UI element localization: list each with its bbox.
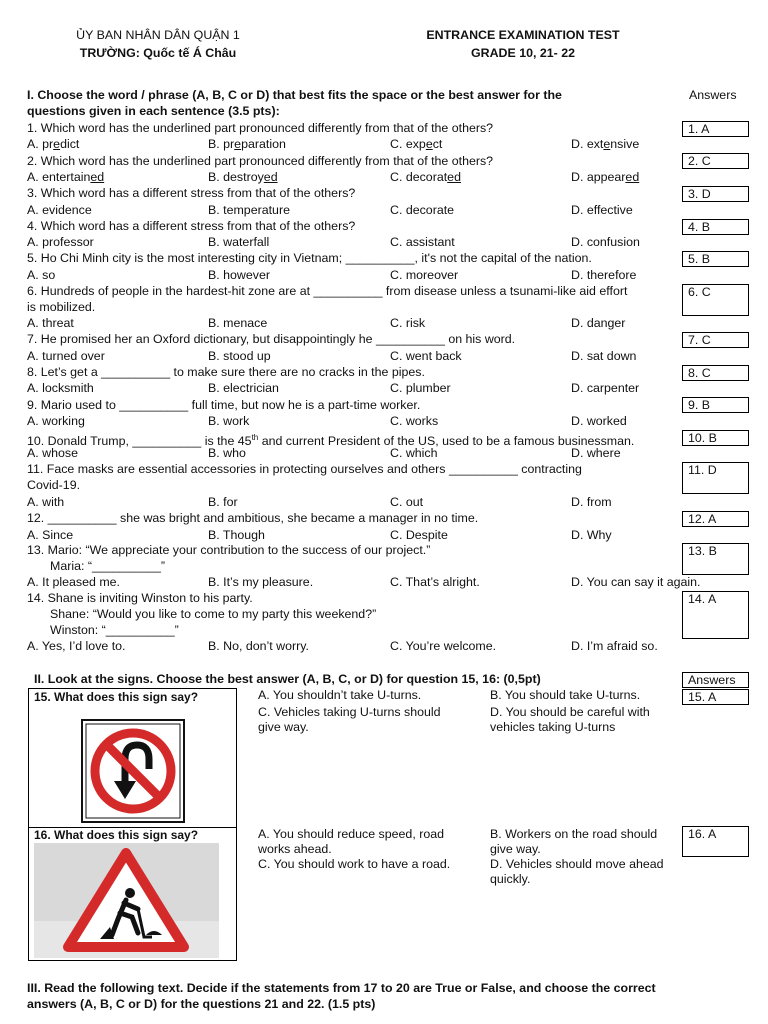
- question-4-option-c[interactable]: C. assistant: [390, 235, 455, 249]
- question-9-option-c[interactable]: C. works: [390, 414, 439, 428]
- sign-15-box: [28, 688, 237, 828]
- sign-16-question: 16. What does this sign say?: [34, 828, 199, 842]
- answers-header: Answers: [689, 88, 737, 102]
- question-6-option-a[interactable]: A. threat: [27, 316, 74, 330]
- question-7-option-a[interactable]: A. turned over: [27, 349, 105, 363]
- question-8-option-a[interactable]: A. locksmith: [27, 381, 94, 395]
- question-11-text: 11. Face masks are essential accessories in protecting ourselves and others __________ contracting: [27, 462, 582, 476]
- question-10-option-b[interactable]: B. who: [208, 446, 246, 460]
- question-9-option-b[interactable]: B. work: [208, 414, 250, 428]
- question-11-option-c[interactable]: C. out: [390, 495, 424, 509]
- question-11-text-line2: Covid-19.: [27, 478, 81, 492]
- question-3-option-d[interactable]: D. effective: [571, 203, 633, 217]
- answer-box-8[interactable]: 8. C: [682, 365, 749, 381]
- answer-box-16[interactable]: 16. A: [682, 826, 749, 857]
- exam-grade: GRADE 10, 21- 22: [471, 46, 575, 60]
- q15-option-b: B. You should take U-turns.: [490, 688, 641, 702]
- answer-box-7[interactable]: 7. C: [682, 332, 749, 348]
- question-12-option-b[interactable]: B. Though: [208, 528, 265, 542]
- question-8-option-d[interactable]: D. carpenter: [571, 381, 640, 395]
- q15-option-a: A. You shouldn’t take U-turns.: [258, 688, 422, 702]
- section-3-title-line2: answers (A, B, C or D) for the questions 21 and 22. (1.5 pts): [27, 997, 376, 1011]
- road-works-sign-icon: [34, 843, 219, 958]
- question-5-option-d[interactable]: D. therefore: [571, 268, 637, 282]
- sign-15-question: 15. What does this sign say?: [34, 690, 199, 704]
- question-5-text: 5. Ho Chi Minh city is the most interesting city in Vietnam; __________, it's not the capital of the nation.: [27, 251, 592, 265]
- section-3-title-line1: III. Read the following text. Decide if the statements from 17 to 20 are True or False, and choose the correct: [27, 981, 656, 995]
- answer-box-5[interactable]: 5. B: [682, 251, 749, 267]
- q15-option-c: C. Vehicles taking U-turns should give way.: [258, 705, 441, 734]
- question-11-option-d[interactable]: D. from: [571, 495, 612, 509]
- question-3-option-b[interactable]: B. temperature: [208, 203, 290, 217]
- question-1-text: 1. Which word has the underlined part pronounced differently from that of the others?: [27, 121, 494, 135]
- exam-title: ENTRANCE EXAMINATION TEST: [426, 28, 620, 42]
- no-u-turn-sign-icon: [81, 719, 185, 823]
- question-5-option-b[interactable]: B. however: [208, 268, 270, 282]
- question-4-option-b[interactable]: B. waterfall: [208, 235, 270, 249]
- answer-box-9[interactable]: 9. B: [682, 397, 749, 413]
- question-4-option-d[interactable]: D. confusion: [571, 235, 640, 249]
- question-10-option-c[interactable]: C. which: [390, 446, 438, 460]
- q16-option-c: C. You should work to have a road.: [258, 857, 451, 871]
- question-5-option-a[interactable]: A. so: [27, 268, 56, 282]
- question-8-text: 8. Let’s get a __________ to make sure there are no cracks in the pipes.: [27, 365, 425, 379]
- question-2-text: 2. Which word has the underlined part pronounced differently from that of the others?: [27, 154, 494, 168]
- question-6-option-c[interactable]: C. risk: [390, 316, 426, 330]
- question-13-text-line2: Maria: “__________”: [50, 559, 166, 573]
- q15-option-d: D. You should be careful with vehicles taking U-turns: [490, 705, 650, 734]
- q16-option-b: B. Workers on the road should give way.: [490, 827, 658, 856]
- question-8-option-b[interactable]: B. electrician: [208, 381, 279, 395]
- question-5-option-c[interactable]: C. moreover: [390, 268, 459, 282]
- question-1-option-a[interactable]: A. predict: [27, 137, 80, 151]
- question-3-option-a[interactable]: A. evidence: [27, 203, 92, 217]
- section-2-title: II. Look at the signs. Choose the best answer (A, B, C, or D) for question 15, 16: (0,5pt): [34, 672, 541, 686]
- question-8-option-c[interactable]: C. plumber: [390, 381, 451, 395]
- answer-box-2[interactable]: 2. C: [682, 153, 749, 169]
- question-14-text-line3: Winston: “__________”: [50, 623, 179, 637]
- question-13-option-a[interactable]: A. It pleased me.: [27, 575, 120, 589]
- question-14-option-c[interactable]: C. You’re welcome.: [390, 639, 497, 653]
- question-1-option-c[interactable]: C. expect: [390, 137, 443, 151]
- school-name: TRƯỜNG: Quốc tế Á Châu: [79, 46, 237, 60]
- question-6-option-b[interactable]: B. menace: [208, 316, 268, 330]
- question-14-text: 14. Shane is inviting Winston to his party.: [27, 591, 253, 605]
- question-7-option-d[interactable]: D. sat down: [571, 349, 637, 363]
- answer-box-1[interactable]: 1. A: [682, 121, 749, 137]
- question-6-option-d[interactable]: D. danger: [571, 316, 626, 330]
- question-10-text: 10. Donald Trump, __________ is the 45th and current President of the US, used to be a famous businessman.: [27, 433, 635, 449]
- question-1-option-d[interactable]: D. extensive: [571, 137, 640, 151]
- answer-box-14[interactable]: 14. A: [682, 591, 749, 639]
- question-13-option-d[interactable]: D. You can say it again.: [571, 575, 701, 589]
- answer-box-4[interactable]: 4. B: [682, 219, 749, 235]
- answers-header-box: Answers: [682, 672, 749, 688]
- question-7-text: 7. He promised her an Oxford dictionary, but disappointingly he __________ on his word.: [27, 332, 516, 346]
- question-9-text: 9. Mario used to __________ full time, but now he is a part-time worker.: [27, 398, 421, 412]
- question-1-option-b[interactable]: B. preparation: [208, 137, 286, 151]
- section-1-title-line1: I. Choose the word / phrase (A, B, C or D) that best fits the space or the best answer for the: [27, 88, 562, 102]
- question-11-option-b[interactable]: B. for: [208, 495, 238, 509]
- question-3-option-c[interactable]: C. decorate: [390, 203, 455, 217]
- question-14-option-a[interactable]: A. Yes, I’d love to.: [27, 639, 126, 653]
- q16-option-d: D. Vehicles should move ahead quickly.: [490, 857, 664, 886]
- section-1-title-line2: questions given in each sentence (3.5 pts):: [27, 104, 280, 118]
- question-9-option-a[interactable]: A. working: [27, 414, 85, 428]
- question-6-text: 6. Hundreds of people in the hardest-hit zone are at __________ from disease unless a tsunami-like aid effort: [27, 284, 628, 298]
- question-13-option-c[interactable]: C. That’s alright.: [390, 575, 480, 589]
- question-14-option-b[interactable]: B. No, don’t worry.: [208, 639, 309, 653]
- answer-box-12[interactable]: 12. A: [682, 511, 749, 527]
- question-13-text: 13. Mario: “We appreciate your contribution to the success of our project.”: [27, 543, 431, 557]
- question-12-option-d[interactable]: D. Why: [571, 528, 612, 542]
- answer-box-10[interactable]: 10. B: [682, 430, 749, 446]
- question-3-text: 3. Which word has a different stress from that of the others?: [27, 186, 356, 200]
- answer-box-15[interactable]: 15. A: [682, 689, 749, 705]
- question-2-option-a[interactable]: A. entertained: [27, 170, 105, 184]
- question-7-option-c[interactable]: C. went back: [390, 349, 462, 363]
- question-2-option-c[interactable]: C. decorated: [390, 170, 461, 184]
- question-6-text-line2: is mobilized.: [27, 300, 96, 314]
- q16-option-a: A. You should reduce speed, road works ahead.: [258, 827, 445, 856]
- authority-name: ỦY BAN NHÂN DÂN QUẬN 1: [76, 28, 240, 42]
- question-12-option-a[interactable]: A. Since: [27, 528, 74, 542]
- question-12-text: 12. __________ she was bright and ambitious, she became a manager in no time.: [27, 511, 479, 525]
- question-7-option-b[interactable]: B. stood up: [208, 349, 271, 363]
- question-2-option-d[interactable]: D. appeared: [571, 170, 640, 184]
- question-14-text-line2: Shane: “Would you like to come to my party this weekend?”: [50, 607, 377, 621]
- question-10-option-a[interactable]: A. whose: [27, 446, 78, 460]
- question-2-option-b[interactable]: B. destroyed: [208, 170, 278, 184]
- answer-box-6[interactable]: 6. C: [682, 284, 749, 316]
- answer-box-13[interactable]: 13. B: [682, 543, 749, 575]
- question-10-option-d[interactable]: D. where: [571, 446, 621, 460]
- question-4-text: 4. Which word has a different stress from that of the others?: [27, 219, 356, 233]
- answer-box-11[interactable]: 11. D: [682, 462, 749, 494]
- question-9-option-d[interactable]: D. worked: [571, 414, 627, 428]
- answer-box-3[interactable]: 3. D: [682, 186, 749, 202]
- question-14-option-d[interactable]: D. I’m afraid so.: [571, 639, 658, 653]
- question-4-option-a[interactable]: A. professor: [27, 235, 94, 249]
- question-13-option-b[interactable]: B. It’s my pleasure.: [208, 575, 314, 589]
- sign-16-box: [28, 827, 237, 961]
- question-12-option-c[interactable]: C. Despite: [390, 528, 448, 542]
- question-11-option-a[interactable]: A. with: [27, 495, 65, 509]
